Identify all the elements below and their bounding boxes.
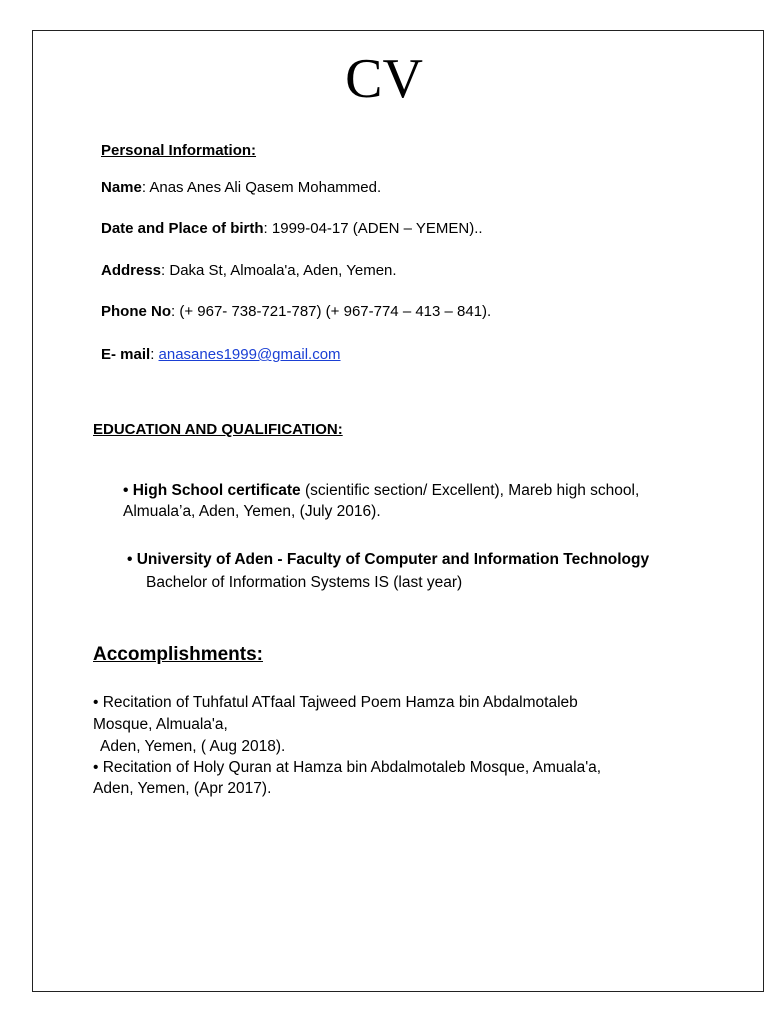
phone-value: : (+ 967- 738-721-787) (+ 967-774 – 413 – 841). (171, 303, 492, 320)
birth-value: : 1999-04-17 (ADEN – YEMEN).. (263, 220, 483, 237)
address-value: : Daka St, Almoala'a, Aden, Yemen. (161, 262, 397, 279)
education-heading: EDUCATION AND QUALIFICATION: (93, 421, 343, 438)
address-label: Address (101, 262, 162, 279)
email-label: E- mail (101, 346, 151, 363)
name-line (101, 178, 381, 198)
accomplishments-heading: Accomplishments: (93, 644, 263, 665)
accomplishment-line: Mosque, Almuala'a, (93, 716, 228, 733)
education-item-1-line2: Almuala’a, Aden, Yemen, (July 2016). (123, 503, 381, 520)
education-item-2-detail: Bachelor of Information Systems IS (last year) (146, 574, 463, 591)
email-link[interactable]: anasanes1999@gmail.com (158, 346, 341, 363)
accomplishment-line: • Recitation of Holy Quran at Hamza bin Abdalmotaleb Mosque, Amuala'a, (93, 759, 602, 776)
phone-line (101, 302, 491, 322)
birth-line (101, 219, 483, 239)
name-label: Name (101, 179, 142, 196)
education-item-2-title: • University of Aden - Faculty of Computer and Information Technology (127, 551, 650, 568)
education-item-1-line1 (123, 480, 639, 501)
phone-label: Phone No (101, 303, 171, 320)
birth-label: Date and Place of birth (101, 220, 264, 237)
accomplishment-line: • Recitation of Tuhfatul ATfaal Tajweed Poem Hamza bin Abdalmotaleb (93, 694, 578, 711)
personal-info-heading: Personal Information: (101, 142, 257, 159)
education-item-1-detail: (scientific section/ Excellent), Mareb high school, (300, 482, 640, 499)
address-line (101, 261, 397, 281)
document-title: CV (345, 48, 423, 110)
accomplishment-line: Aden, Yemen, (Apr 2017). (93, 780, 272, 797)
email-separator: : (150, 346, 159, 363)
education-item-1-title: • High School certificate (123, 482, 301, 499)
email-line (101, 345, 341, 365)
accomplishment-line: Aden, Yemen, ( Aug 2018). (100, 738, 286, 755)
name-value: : Anas Anes Ali Qasem Mohammed. (141, 179, 382, 196)
